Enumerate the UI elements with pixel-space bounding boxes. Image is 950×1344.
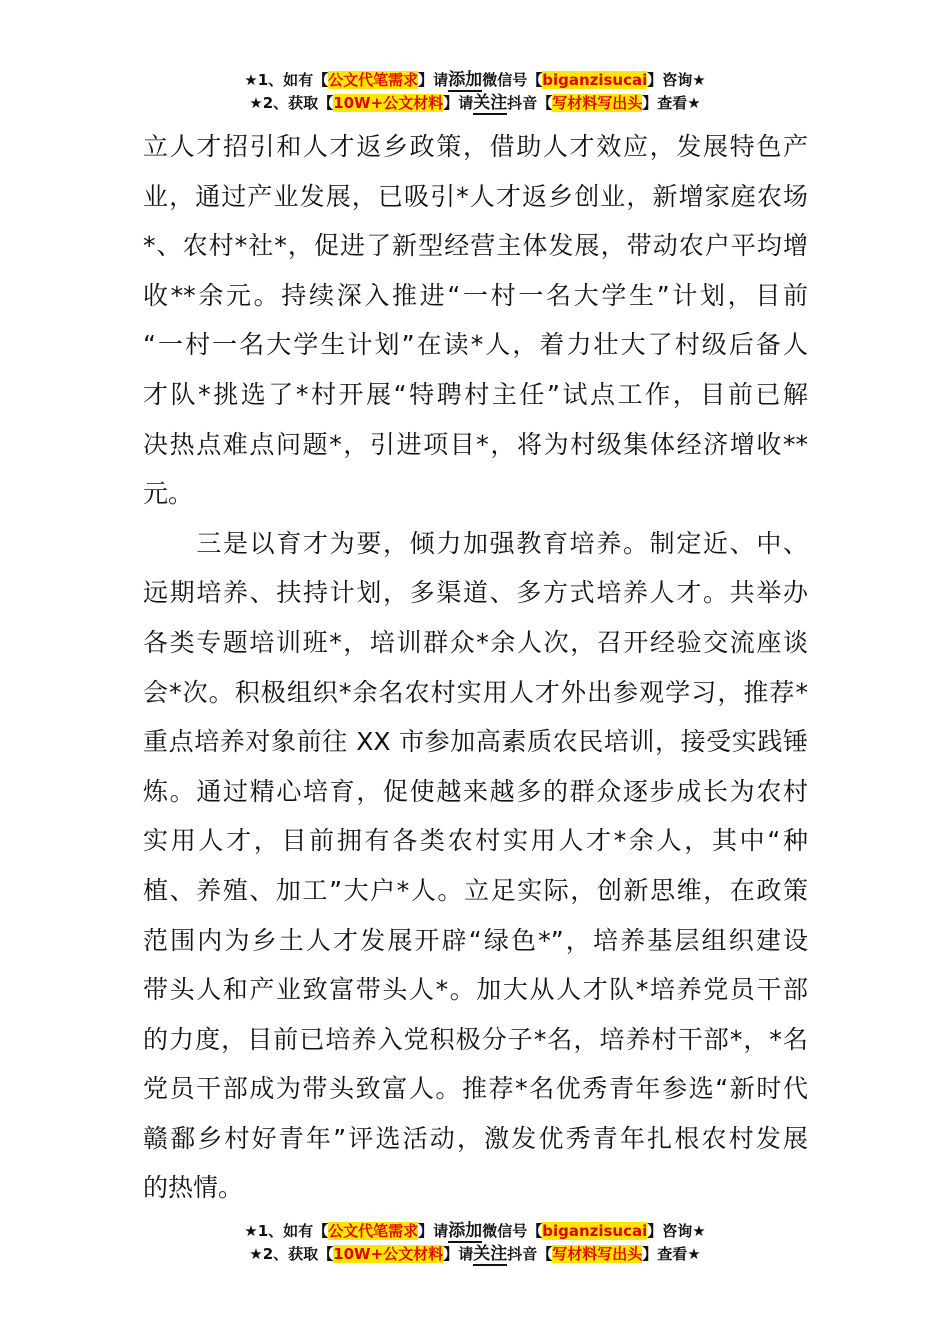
document-body: [143, 122, 808, 1213]
promo-text: 】请: [418, 71, 449, 89]
promo-line-2: [0, 92, 950, 115]
promo-text: ★2、获取【: [249, 94, 334, 112]
promo-text: ★1、如有【: [244, 1222, 329, 1240]
body-line: 远期培养、扶持计划，多渠道、多方式培养人才。共举办: [143, 578, 808, 608]
body-line: 植、养殖、加工”大户*人。立足实际，创新思维，在政策: [143, 875, 808, 905]
body-line: 业，通过产业发展，已吸引*人才返乡创业，新增家庭农场: [143, 181, 808, 211]
promo-line-1: [0, 1220, 950, 1243]
wechat-id-highlight: biganzisucai: [542, 71, 648, 89]
promo-text: 】咨询★: [647, 71, 706, 89]
body-line: 收**余元。持续深入推进“一村一名大学生”计划，目前: [143, 280, 808, 310]
body-line: 重点培养对象前往 XX 市参加高素质农民培训，接受实践锤: [143, 727, 808, 757]
body-line: 决热点难点问题*，引进项目*，将为村级集体经济增收**: [143, 429, 808, 459]
promo-highlight: 公文代笔需求: [328, 1222, 419, 1240]
promo-highlight: 10W+公文材料: [333, 94, 444, 112]
promo-text: ★1、如有【: [244, 71, 329, 89]
promo-banner-top: [0, 69, 950, 115]
body-line: 的力度，目前已培养入党积极分子*名，培养村干部*，*名: [143, 1024, 808, 1054]
promo-emphasis: 添加: [448, 1221, 483, 1241]
body-line: 赣鄱乡村好青年”评选活动，激发优秀青年扎根农村发展: [143, 1123, 808, 1153]
douyin-id-highlight: 写材料写出头: [552, 1245, 643, 1263]
promo-text: ★2、获取【: [249, 1245, 334, 1263]
body-line: 党员干部成为带头致富人。推荐*名优秀青年参选“新时代: [143, 1074, 808, 1104]
body-line: *、农村*社*，促进了新型经营主体发展，带动农户平均增: [143, 231, 808, 261]
promo-highlight: 公文代笔需求: [328, 71, 419, 89]
promo-text: 】咨询★: [647, 1222, 706, 1240]
body-line: 范围内为乡土人才发展开辟“绿色*”，培养基层组织建设: [143, 925, 808, 955]
promo-text: 】查看★: [642, 1245, 701, 1263]
body-line: 立人才招引和人才返乡政策，借助人才效应，发展特色产: [143, 132, 808, 161]
promo-line-1: [0, 69, 950, 92]
promo-text: 抖音【: [507, 1245, 553, 1263]
douyin-id-highlight: 写材料写出头: [552, 94, 643, 112]
body-line: 各类专题培训班*，培训群众*余人次，召开经验交流座谈: [143, 627, 808, 657]
body-line: 带头人和产业致富带头人*。加大从人才队*培养党员干部: [143, 975, 808, 1005]
promo-highlight: 10W+公文材料: [333, 1245, 444, 1263]
body-line: 的热情。: [143, 1173, 244, 1203]
promo-text: 】请: [418, 1222, 449, 1240]
promo-text: 】请: [443, 1245, 474, 1263]
promo-text: 】查看★: [642, 94, 701, 112]
paragraph-start-line: 三是以育才为要，倾力加强教育培养。制定近、中、: [143, 528, 808, 558]
body-line: 会*次。积极组织*余名农村实用人才外出参观学习，推荐*: [143, 677, 808, 707]
promo-line-2: [0, 1243, 950, 1266]
body-line: 才队*挑选了*村开展“特聘村主任”试点工作，目前已解: [143, 379, 808, 409]
body-line: “一村一名大学生计划”在读*人，着力壮大了村级后备人: [143, 330, 808, 360]
promo-text: 抖音【: [507, 94, 553, 112]
promo-emphasis: 添加: [448, 70, 483, 90]
promo-banner-bottom: [0, 1220, 950, 1266]
body-line: 实用人才，目前拥有各类农村实用人才*余人，其中“种: [143, 826, 808, 856]
body-line: 元。: [143, 479, 194, 509]
promo-emphasis: 关注: [473, 1244, 508, 1264]
body-line: 炼。通过精心培育，促使越来越多的群众逐步成长为农村: [143, 776, 808, 806]
promo-text: 微信号【: [482, 1222, 543, 1240]
promo-text: 微信号【: [482, 71, 543, 89]
promo-emphasis: 关注: [473, 93, 508, 113]
promo-text: 】请: [443, 94, 474, 112]
wechat-id-highlight: biganzisucai: [542, 1222, 648, 1240]
